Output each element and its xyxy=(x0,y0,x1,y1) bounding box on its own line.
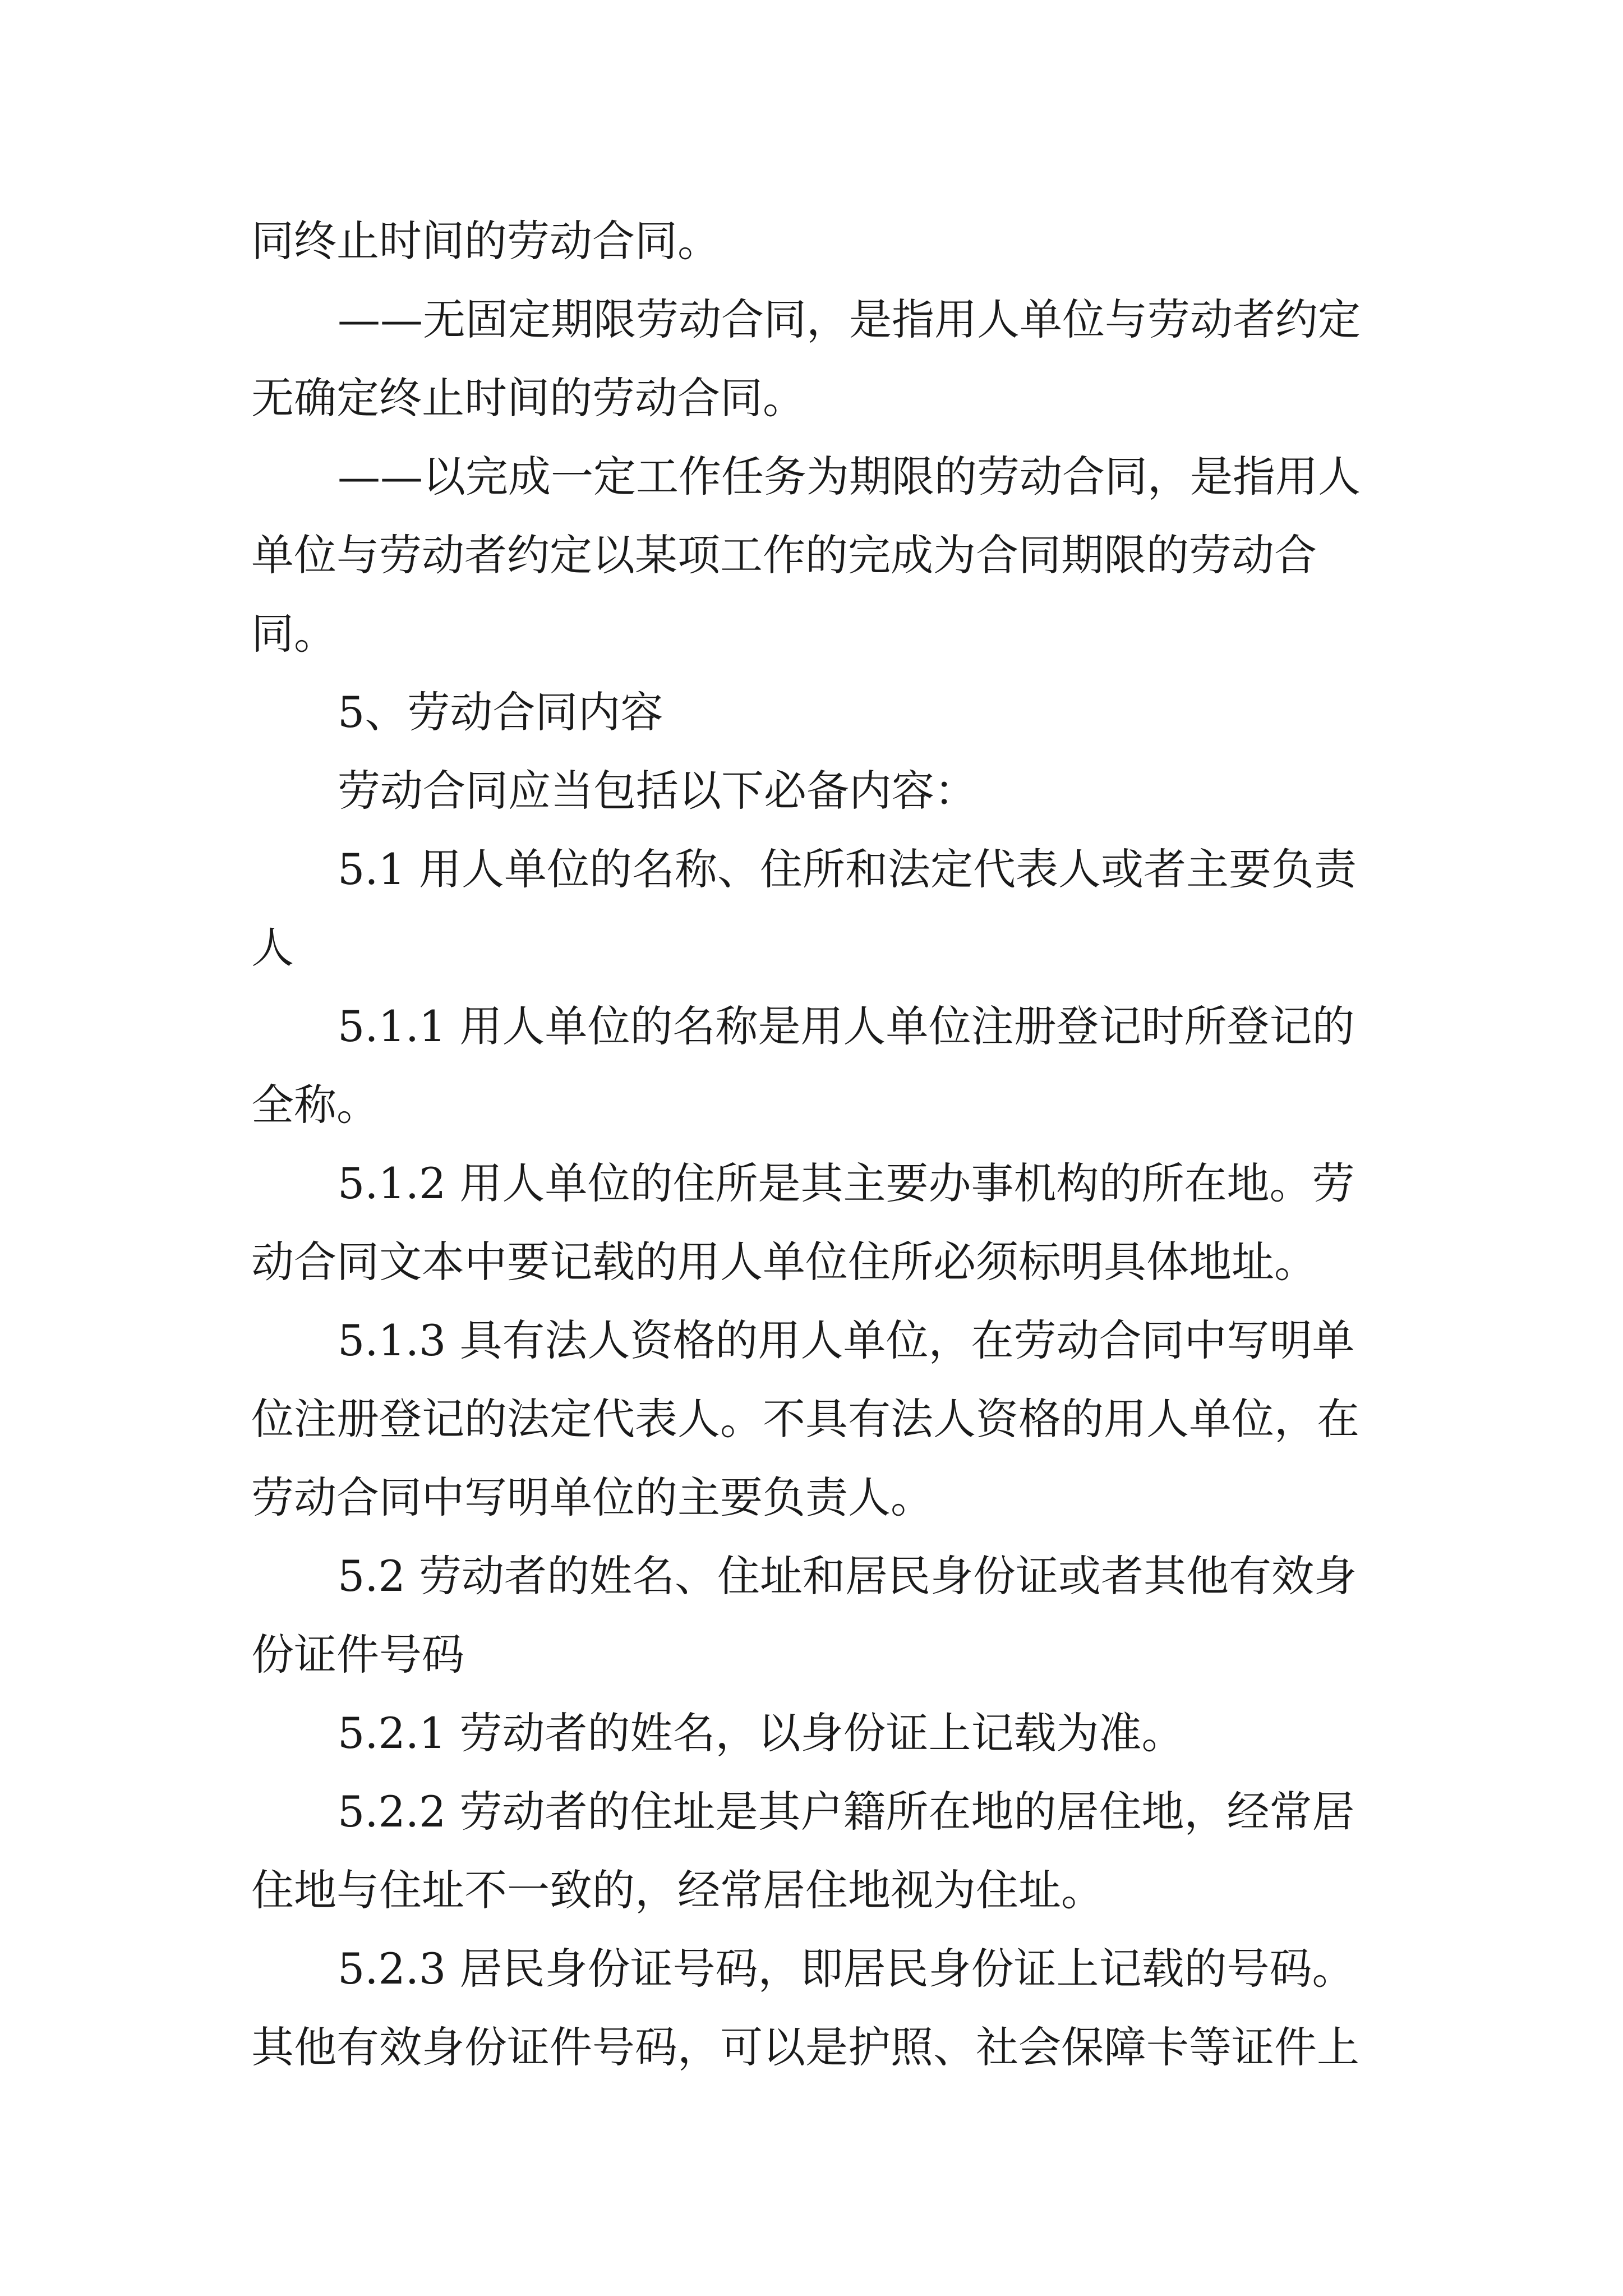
clause-5-1-3: 5.1.3 具有法人资格的用人单位，在劳动合同中写明单 xyxy=(338,1315,1355,1365)
text-line-10: 人 xyxy=(251,923,294,973)
text-line-2: ——无固定期限劳动合同，是指用人单位与劳动者约定 xyxy=(338,295,1361,344)
clause-5-2-2: 5.2.2 劳动者的住址是其户籍所在地的居住地，经常居 xyxy=(338,1787,1355,1837)
text-line-16: 位注册登记的法定代表人。不具有法人资格的用人单位，在 xyxy=(251,1394,1359,1444)
text-line-12: 全称。 xyxy=(251,1080,379,1130)
clause-5-2: 5.2 劳动者的姓名、住址和居民身份证或者其他有效身 xyxy=(338,1551,1357,1601)
clause-5-2-3: 5.2.3 居民身份证号码，即居民身份证上记载的号码。 xyxy=(338,1944,1355,1994)
text-line-5: 单位与劳动者约定以某项工作的完成为合同期限的劳动合 xyxy=(251,530,1317,580)
text-line-1: 同终止时间的劳动合同。 xyxy=(251,216,720,266)
clause-5-1-1: 5.1.1 用人单位的名称是用人单位注册登记时所登记的 xyxy=(338,1001,1355,1051)
text-line-19: 份证件号码 xyxy=(251,1630,464,1680)
text-line-24: 其他有效身份证件号码，可以是护照、社会保障卡等证件上 xyxy=(251,2022,1359,2072)
clause-5-1: 5.1 用人单位的名称、住所和法定代表人或者主要负责 xyxy=(338,844,1357,894)
text-line-17: 劳动合同中写明单位的主要负责人。 xyxy=(251,1473,933,1522)
text-line-14: 动合同文本中要记载的用人单位住所必须标明具体地址。 xyxy=(251,1237,1317,1287)
text-line-3: 无确定终止时间的劳动合同。 xyxy=(251,373,805,423)
text-line-22: 住地与住址不一致的，经常居住地视为住址。 xyxy=(251,1865,1104,1915)
text-line-8: 劳动合同应当包括以下必备内容： xyxy=(338,766,977,816)
clause-5-1-2: 5.1.2 用人单位的住所是其主要办事机构的所在地。劳 xyxy=(338,1158,1355,1208)
text-line-6: 同。 xyxy=(251,609,336,659)
text-line-4: ——以完成一定工作任务为期限的劳动合同，是指用人 xyxy=(338,452,1361,501)
section-heading: 5、劳动合同内容 xyxy=(338,687,663,737)
clause-5-2-1: 5.2.1 劳动者的姓名，以身份证上记载为准。 xyxy=(338,1708,1184,1758)
